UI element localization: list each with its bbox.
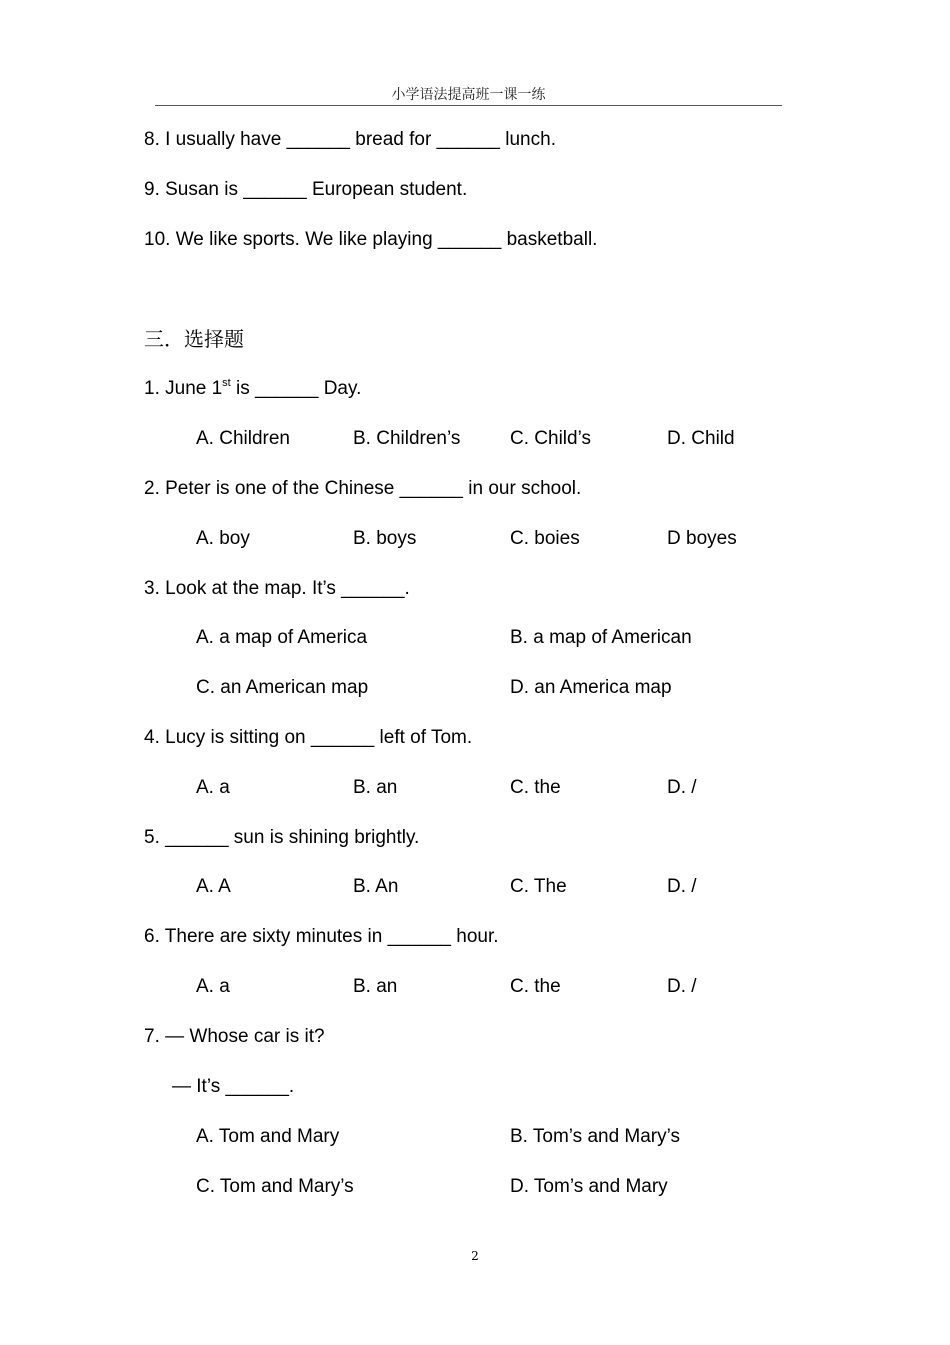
- question-6: 6. There are sixty minutes in ______ hour.: [144, 926, 499, 947]
- fill-in-item-8: 8. I usually have ______ bread for ______ lunch.: [144, 129, 556, 150]
- question-1-suffix: is ______ Day.: [230, 378, 362, 399]
- question-5-option-d: D. /: [667, 876, 697, 897]
- question-1-superscript: st: [222, 377, 231, 389]
- question-1-option-c: C. Child’s: [510, 428, 591, 449]
- question-2-option-a: A. boy: [196, 528, 250, 549]
- page-number: 2: [471, 1249, 479, 1263]
- section-title: 三．选择题: [144, 327, 244, 351]
- question-7-option-d: D. Tom’s and Mary: [510, 1176, 668, 1197]
- question-7-answer-line: — It’s ______.: [172, 1076, 295, 1097]
- fill-in-item-10: 10. We like sports. We like playing ______ basketball.: [144, 229, 598, 250]
- question-7: 7. — Whose car is it?: [144, 1026, 325, 1047]
- question-2-option-d: D boyes: [667, 528, 737, 549]
- question-5: 5. ______ sun is shining brightly.: [144, 827, 420, 848]
- fill-in-item-9: 9. Susan is ______ European student.: [144, 179, 468, 200]
- question-4-option-d: D. /: [667, 777, 697, 798]
- question-1: [144, 377, 361, 401]
- question-5-option-b: B. An: [353, 876, 399, 897]
- question-5-option-a: A. A: [196, 876, 231, 897]
- question-3-option-b: B. a map of American: [510, 627, 692, 648]
- question-3-option-d: D. an America map: [510, 677, 672, 698]
- question-2: 2. Peter is one of the Chinese ______ in our school.: [144, 478, 582, 499]
- question-6-option-c: C. the: [510, 976, 561, 997]
- question-6-option-a: A. a: [196, 976, 230, 997]
- question-7-option-c: C. Tom and Mary’s: [196, 1176, 354, 1197]
- question-3-option-a: A. a map of America: [196, 627, 368, 648]
- question-1-option-a: A. Children: [196, 428, 290, 449]
- question-3-option-c: C. an American map: [196, 677, 369, 698]
- question-4-option-a: A. a: [196, 777, 230, 798]
- question-2-option-b: B. boys: [353, 528, 417, 549]
- question-5-option-c: C. The: [510, 876, 567, 897]
- question-1-option-d: D. Child: [667, 428, 735, 449]
- question-6-option-d: D. /: [667, 976, 697, 997]
- question-1-option-b: B. Children’s: [353, 428, 461, 449]
- question-7-option-b: B. Tom’s and Mary’s: [510, 1126, 681, 1147]
- page-header: 小学语法提高班一课一练: [155, 86, 782, 106]
- question-4-option-c: C. the: [510, 777, 561, 798]
- question-1-prefix: 1. June 1: [144, 378, 223, 399]
- question-4: 4. Lucy is sitting on ______ left of Tom.: [144, 727, 473, 748]
- question-4-option-b: B. an: [353, 777, 398, 798]
- question-3: 3. Look at the map. It’s ______.: [144, 578, 410, 599]
- question-6-option-b: B. an: [353, 976, 398, 997]
- question-2-option-c: C. boies: [510, 528, 580, 549]
- question-7-option-a: A. Tom and Mary: [196, 1126, 340, 1147]
